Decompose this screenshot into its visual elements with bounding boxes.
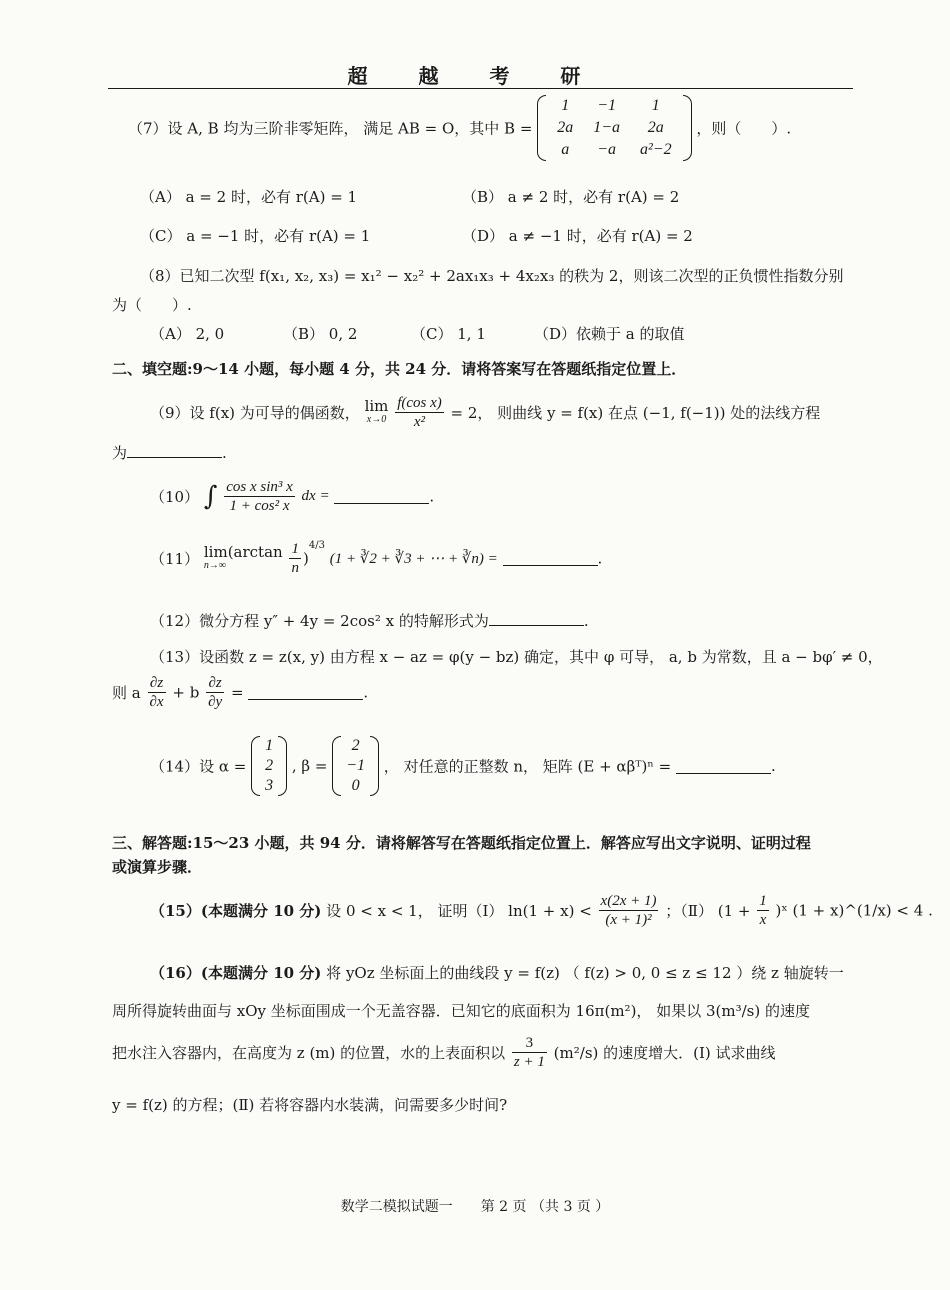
- q9-end: .: [222, 444, 227, 462]
- q11-end: .: [597, 549, 603, 568]
- q9-lim-sub: x→0: [366, 413, 387, 425]
- q15-c: )ˣ (1 + x)^(1/x) < 4 .: [775, 901, 933, 920]
- section-2-heading: 二、填空题:9～14 小题，每小题 4 分，共 24 分．请将答案写在答题纸指定位置上．: [112, 360, 687, 378]
- q9-answer-blank[interactable]: [127, 443, 222, 458]
- q8-option-a: （A） 2, 0: [150, 325, 225, 343]
- q7-tail: ，则（ ）.: [696, 119, 792, 138]
- alpha-1: 1: [265, 737, 274, 754]
- q14-beta-vector: [332, 736, 379, 796]
- q16-line3b: (m²/s) 的速度增大．(Ⅰ) 试求曲线: [553, 1044, 776, 1062]
- q13-line-1: （13）设函数 z = z(x, y) 由方程 x − az = φ(y − bz) 确定，其中 φ 可导， a, b 为常数，且 a − bφ′ ≠ 0，: [150, 648, 883, 666]
- q9-line-2: [112, 442, 227, 463]
- q11-expr-b: (1 + ∛2 + ∛3 + ⋯ + ∛n) =: [329, 551, 498, 567]
- q13-eq: =: [230, 683, 244, 702]
- question-9: [150, 394, 820, 431]
- q14-mid: , β =: [291, 757, 328, 775]
- q11-expr-a: lim(arctan: [203, 542, 283, 561]
- b23: 2a: [647, 119, 664, 136]
- q14-pre: （14）设 α =: [150, 757, 247, 776]
- header-title: 超 越 考 研: [347, 64, 603, 88]
- q10-fraction: [224, 478, 295, 515]
- q10-den: 1 + cos² x: [229, 498, 290, 514]
- section-3-line-1: 三、解答题:15～23 小题，共 94 分．请将解答写在答题纸指定位置上．解答应写出文字说明、证明过程: [112, 834, 811, 852]
- q13-fraction-1: [148, 674, 166, 711]
- q9-lim: lim: [364, 396, 389, 415]
- q10-pre: （10）: [150, 488, 200, 506]
- page-header: [0, 60, 950, 89]
- q12-text: （12）微分方程 y″ + 4y = 2cos² x 的特解形式为: [150, 612, 489, 630]
- section-3-line-2: 或演算步骤．: [112, 858, 203, 876]
- q13-end: .: [363, 683, 369, 702]
- q11-fraction: [289, 540, 301, 577]
- beta-2: −1: [346, 757, 366, 774]
- q14-end: .: [771, 757, 776, 775]
- q12-answer-blank[interactable]: [489, 611, 584, 626]
- q16-line-1: [150, 962, 844, 983]
- beta-1: 2: [351, 737, 360, 754]
- q7-option-c: （C） a = −1 时，必有 r(A) = 1: [140, 227, 371, 245]
- integral-symbol: ∫: [203, 481, 218, 512]
- alpha-3: 3: [265, 777, 274, 794]
- q16-line-2: 周所得旋转曲面与 xOy 坐标面围成一个无盖容器．已知它的底面积为 16π(m²)， 如果以 3(m³/s) 的速度: [112, 1002, 810, 1020]
- q15-label: （15）(本题满分 10 分): [150, 902, 322, 920]
- alpha-2: 2: [265, 757, 274, 774]
- q14-post: ， 对任意的正整数 n， 矩阵 (E + αβᵀ)ⁿ =: [383, 757, 672, 776]
- q13-f2den: ∂y: [208, 694, 223, 710]
- q8-option-c: （C） 1, 1: [411, 325, 486, 343]
- q14-answer-blank[interactable]: [676, 759, 771, 774]
- q9-num: f(cos x): [397, 395, 442, 411]
- q7-option-b: （B） a ≠ 2 时，必有 r(A) = 2: [462, 188, 680, 206]
- q11-sup: 4/3: [308, 540, 325, 551]
- q16-num: 3: [512, 1034, 547, 1053]
- q10-num: cos x sin³ x: [226, 479, 293, 495]
- question-15: [150, 892, 933, 929]
- q13-answer-blank[interactable]: [248, 685, 363, 700]
- q13-f1den: ∂x: [149, 694, 164, 710]
- q8-line-1: （8）已知二次型 f(x₁, x₂, x₃) = x₁² − x₂² + 2ax₁x₃ + 4x₂x₃ 的秩为 2，则该二次型的正负惯性指数分别: [140, 267, 844, 285]
- q15-a: 设 0 < x < 1， 证明（Ⅰ） ln(1 + x) <: [326, 902, 592, 920]
- q8-option-d: （D）依赖于 a 的取值: [534, 325, 685, 343]
- q9-pre: （9）设 f(x) 为可导的偶函数，: [150, 404, 360, 422]
- q15-den: (x + 1)²: [605, 912, 652, 928]
- q16-line1: 将 yOz 坐标面上的曲线段 y = f(z) （ f(z) > 0, 0 ≤ z ≤ 12 ）绕 z 轴旋转一: [326, 964, 844, 982]
- q7-option-d: （D） a ≠ −1 时，必有 r(A) = 2: [462, 227, 693, 245]
- q13-pre: 则 a: [112, 684, 141, 702]
- question-7: [128, 95, 791, 161]
- q15-b: ；（Ⅱ） (1 +: [665, 902, 751, 920]
- q15-fraction-2: [757, 892, 769, 929]
- b21: 2a: [557, 119, 574, 136]
- q8-line-2: 为（ ）.: [112, 296, 192, 314]
- page-footer: 数学二模拟试题一 第 2 页 （共 3 页 ）: [340, 1199, 610, 1215]
- b11: 1: [561, 97, 570, 114]
- b12: −1: [597, 97, 616, 114]
- q15-num: x(2x + 1): [600, 893, 657, 909]
- question-11: （11） lim(arctan n→∞ $\frac{1}{n}$ )$^{4/3}$ (1 + ∛2 + ∛3 + ⋯ + ∛n) = .: [150, 540, 603, 576]
- q10-post: dx =: [301, 488, 330, 504]
- q11-pre: （11）: [150, 550, 200, 568]
- q16-line3a: 把水注入容器内，在高度为 z (m) 的位置，水的上表面积以: [112, 1044, 506, 1062]
- q11-num: 1: [291, 541, 299, 557]
- q11-limit: [203, 542, 283, 573]
- q11-lim-sub: n→∞: [203, 559, 227, 571]
- q9-limit: [364, 396, 389, 427]
- q9-den: x²: [413, 414, 426, 430]
- q16-fraction: [512, 1034, 547, 1071]
- q7-matrix-b: [537, 95, 691, 161]
- question-13: [112, 674, 368, 711]
- q11-answer-blank[interactable]: [503, 551, 598, 566]
- q9-mid: = 2， 则曲线 y = f(x) 在点 (−1, f(−1)) 处的法线方程: [450, 404, 821, 422]
- q13-f2num: ∂z: [206, 674, 224, 693]
- q13-f1num: ∂z: [148, 674, 166, 693]
- q10-end: .: [429, 487, 435, 506]
- q16-line-4: y = f(z) 的方程；(Ⅱ) 若将容器内水装满，问需要多少时间?: [112, 1096, 508, 1114]
- b22: 1−a: [593, 119, 620, 136]
- b31: a: [561, 141, 570, 158]
- header-rule: [108, 88, 853, 89]
- question-12: [150, 610, 589, 631]
- q8-option-b: （B） 0, 2: [283, 325, 358, 343]
- question-10: [150, 478, 434, 515]
- q16-line-3: [112, 1034, 776, 1071]
- q15-den2: x: [759, 912, 767, 928]
- q14-alpha-vector: [251, 736, 287, 796]
- q15-fraction-1: [599, 892, 659, 929]
- beta-3: 0: [351, 777, 360, 794]
- b13: 1: [651, 97, 660, 114]
- b33: a²−2: [639, 141, 672, 158]
- q10-answer-blank[interactable]: [334, 489, 429, 504]
- q7-option-a: （A） a = 2 时，必有 r(A) = 1: [140, 188, 358, 206]
- q9-line2: 为: [112, 444, 128, 462]
- q13-plus: + b: [172, 683, 200, 702]
- q16-den: z + 1: [513, 1054, 545, 1070]
- b32: −a: [597, 141, 616, 158]
- question-14: [150, 736, 776, 796]
- q9-fraction: [395, 394, 444, 431]
- q13-fraction-2: [206, 674, 224, 711]
- q15-num2: 1: [759, 893, 767, 909]
- q7-text: （7）设 A, B 均为三阶非零矩阵， 满足 AB = O，其中 B =: [128, 119, 533, 138]
- q12-end: .: [583, 612, 589, 630]
- q11-den: n: [291, 560, 299, 576]
- q16-label: （16）(本题满分 10 分): [150, 964, 322, 982]
